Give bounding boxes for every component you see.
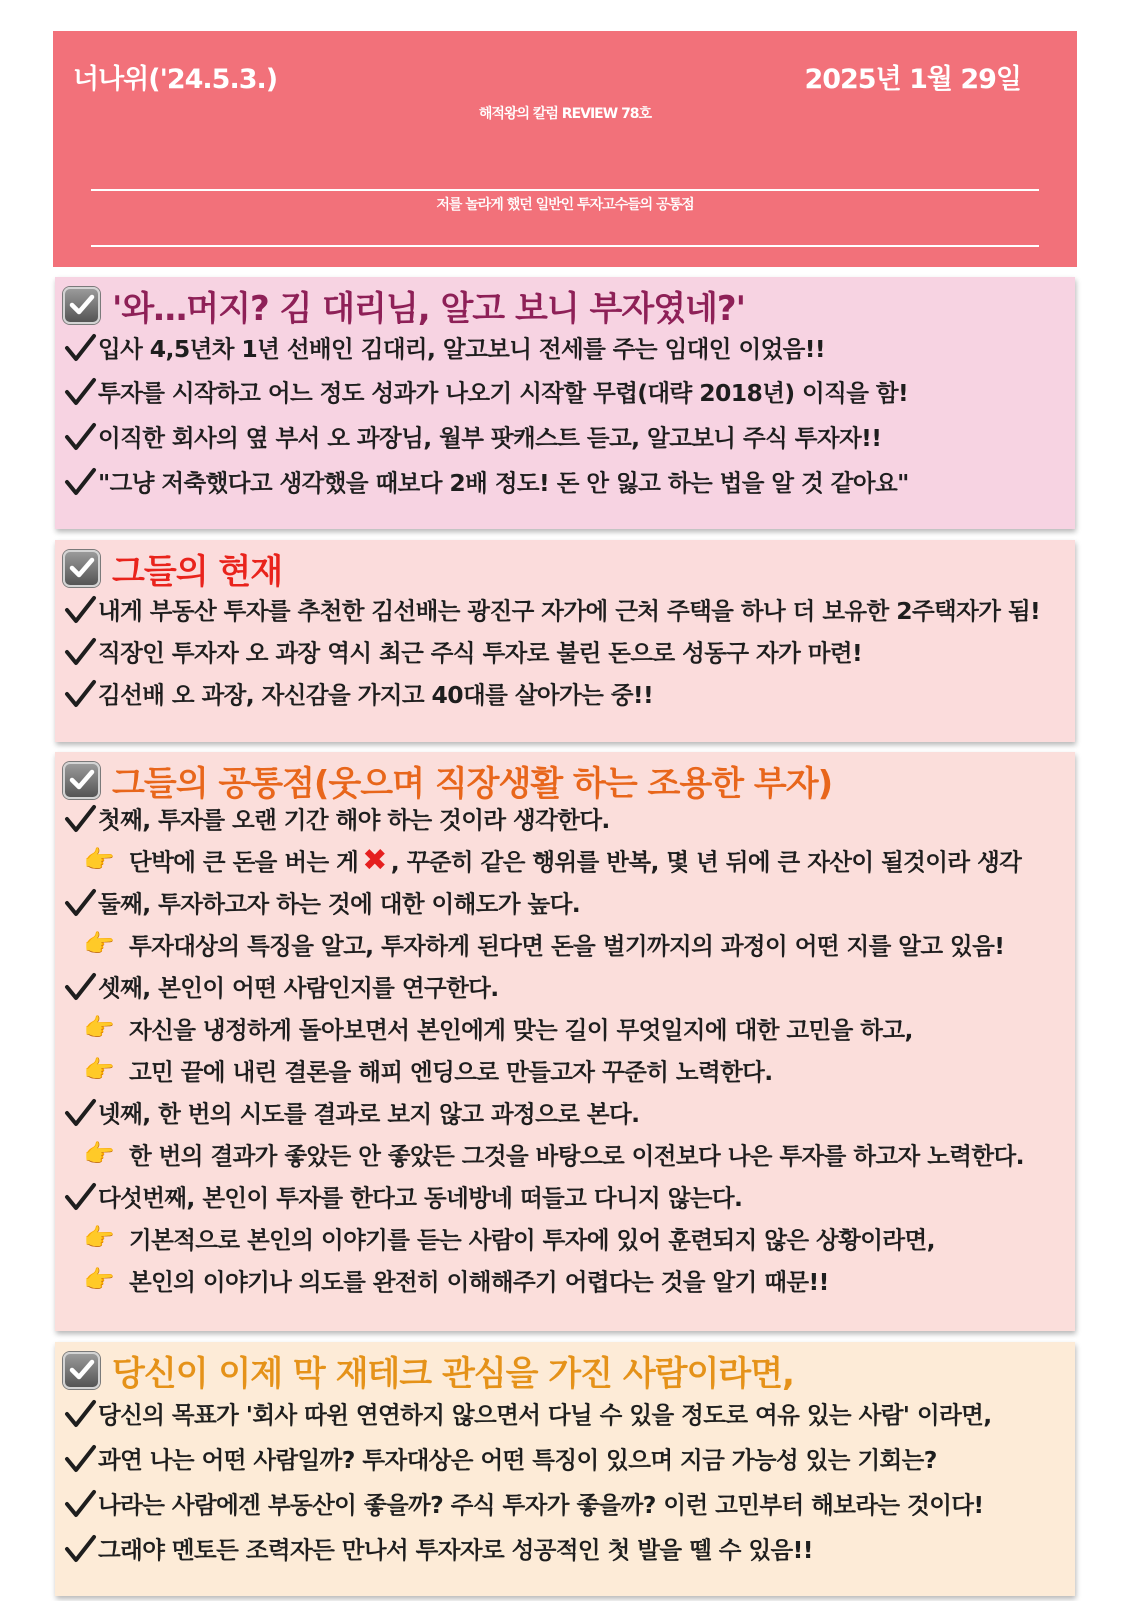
item-text: 둘째, 투자하고자 하는 것에 대한 이해도가 높다. xyxy=(98,890,581,918)
checked-box-icon xyxy=(63,550,100,587)
checked-box-icon xyxy=(63,287,100,324)
item-text: 첫째, 투자를 오랜 기간 해야 하는 것이라 생각한다. xyxy=(98,806,610,834)
check-mark-icon xyxy=(63,421,97,451)
author-label: 너나위('24.5.3.) xyxy=(73,64,278,95)
item-text: 이직한 회사의 옆 부서 오 과장님, 월부 팟캐스트 듣고, 알고보니 주식 투자자!! xyxy=(98,424,882,452)
section-1-title xyxy=(63,281,745,329)
header-divider-bottom xyxy=(91,245,1039,247)
list-item xyxy=(63,325,825,369)
check-mark-icon xyxy=(63,1488,97,1518)
list-item xyxy=(63,414,881,458)
item-text: 다섯번째, 본인이 투자를 한다고 동네방네 떠들고 다니지 않는다. xyxy=(98,1184,743,1212)
pointing-hand-icon: 👉 xyxy=(83,929,115,958)
sub-item-text: 한 번의 결과가 좋았든 안 좋았든 그것을 바탕으로 이전보다 나은 투자를 하고자 노력한다. xyxy=(129,1142,1024,1170)
check-mark-icon xyxy=(63,1443,97,1473)
item-text: 입사 4,5년차 1년 선배인 김대리, 알고보니 전세를 주는 임대인 이었음!! xyxy=(98,335,826,363)
list-item xyxy=(63,1526,813,1570)
item-text: 나라는 사람에겐 부동산이 좋을까? 주식 투자가 좋을까? 이런 고민부터 해보라는 것이다! xyxy=(98,1491,984,1519)
sub-item xyxy=(79,1258,829,1302)
check-mark-icon xyxy=(63,376,97,406)
list-item xyxy=(63,1391,992,1435)
checked-box-icon xyxy=(63,762,100,799)
sub-item xyxy=(79,1006,913,1050)
checked-box-icon xyxy=(63,1352,100,1389)
sub-item xyxy=(79,922,1004,966)
sub-item-text: , 꾸준히 같은 행위를 반복, 몇 년 뒤에 큰 자산이 될것이라 생각 xyxy=(390,848,1022,876)
check-mark-icon xyxy=(63,1181,97,1211)
check-mark-icon xyxy=(63,971,97,1001)
item-text: 그래야 멘토든 조력자든 만나서 투자자로 성공적인 첫 발을 뗄 수 있음!! xyxy=(98,1536,813,1564)
date-label: 2025년 1월 29일 xyxy=(804,64,1021,95)
sub-item xyxy=(79,1216,935,1260)
item-text: 셋째, 본인이 어떤 사람인지를 연구한다. xyxy=(98,974,499,1002)
list-item xyxy=(63,459,909,503)
pointing-hand-icon: 👉 xyxy=(83,1055,115,1084)
section-4-title-text: 당신이 이제 막 재테크 관심을 가진 사람이라면, xyxy=(112,1353,794,1394)
section-2-title-text: 그들의 현재 xyxy=(112,551,283,592)
header-divider-top xyxy=(91,189,1039,191)
item-text: 당신의 목표가 '회사 따윈 연연하지 않으면서 다닐 수 있을 정도로 여유 있는 사람' 이라면, xyxy=(98,1401,992,1429)
pointing-hand-icon: 👉 xyxy=(83,1265,115,1294)
item-text: 직장인 투자자 오 과장 역시 최근 주식 투자로 불린 돈으로 성동구 자가 마련! xyxy=(98,639,863,667)
section-3-card xyxy=(55,752,1075,1331)
sub-item xyxy=(79,1132,1024,1176)
item-text: 과연 나는 어떤 사람일까? 투자대상은 어떤 특징이 있으며 지금 가능성 있는 기회는? xyxy=(98,1446,937,1474)
sub-item-text: 투자대상의 특징을 알고, 투자하게 된다면 돈을 벌기까지의 과정이 어떤 지를 알고 있음! xyxy=(129,932,1005,960)
item-text: 내게 부동산 투자를 추천한 김선배는 광진구 자가에 근처 주택을 하나 더 보유한 2주택자가 됨! xyxy=(98,597,1041,625)
list-item xyxy=(63,1481,984,1525)
check-mark-icon xyxy=(63,887,97,917)
section-2-card xyxy=(55,540,1075,742)
check-mark-icon xyxy=(63,332,97,362)
check-mark-icon xyxy=(63,1398,97,1428)
list-item xyxy=(63,964,499,1008)
sub-item xyxy=(79,838,1021,882)
pointing-hand-icon: 👉 xyxy=(83,1013,115,1042)
list-item xyxy=(63,671,653,715)
item-text: 김선배 오 과장, 자신감을 가지고 40대를 살아가는 중!! xyxy=(98,681,654,709)
sub-item-text: 자신을 냉정하게 돌아보면서 본인에게 맞는 길이 무엇일지에 대한 고민을 하고, xyxy=(129,1016,913,1044)
check-mark-icon xyxy=(63,1533,97,1563)
check-mark-icon xyxy=(63,1097,97,1127)
page-subtitle: 저를 놀라게 했던 일반인 투자고수들의 공통점 xyxy=(436,197,694,213)
item-text: 넷째, 한 번의 시도를 결과로 보지 않고 과정으로 본다. xyxy=(98,1100,640,1128)
list-item xyxy=(63,587,1040,631)
item-text: 투자를 시작하고 어느 정도 성과가 나오기 시작할 무렵(대략 2018년) 이직을 함! xyxy=(98,379,909,407)
check-mark-icon xyxy=(63,803,97,833)
page-title: 해적왕의 칼럼 REVIEW 78호 xyxy=(478,106,652,122)
list-item xyxy=(63,1174,742,1218)
section-3-title-text: 그들의 공통점(웃으며 직장생활 하는 조용한 부자) xyxy=(112,763,833,804)
section-1-title-text: '와…머지? 김 대리님, 알고 보니 부자였네?' xyxy=(112,288,746,329)
list-item xyxy=(63,1436,937,1480)
item-text: "그냥 저축했다고 생각했을 때보다 2배 정도! 돈 안 잃고 하는 법을 알 것 같아요" xyxy=(98,469,909,497)
list-item xyxy=(63,796,610,840)
check-mark-icon xyxy=(63,678,97,708)
sub-item xyxy=(79,1048,773,1092)
pointing-hand-icon: 👉 xyxy=(83,845,115,874)
sub-item-text: 본인의 이야기나 의도를 완전히 이해해주기 어렵다는 것을 알기 때문!! xyxy=(129,1268,829,1296)
section-2-title xyxy=(63,544,282,592)
check-mark-icon xyxy=(63,594,97,624)
sub-item-text: 기본적으로 본인의 이야기를 듣는 사람이 투자에 있어 훈련되지 않은 상황이라면, xyxy=(129,1226,935,1254)
list-item xyxy=(63,629,862,673)
pointing-hand-icon: 👉 xyxy=(83,1223,115,1252)
list-item xyxy=(63,880,580,924)
sub-item-text: 단박에 큰 돈을 버는 게 xyxy=(129,848,359,876)
check-mark-icon xyxy=(63,466,97,496)
section-4-card xyxy=(55,1342,1075,1596)
list-item xyxy=(63,369,908,413)
section-1-card xyxy=(55,277,1075,529)
check-mark-icon xyxy=(63,636,97,666)
sub-item-text: 고민 끝에 내린 결론을 해피 엔딩으로 만들고자 꾸준히 노력한다. xyxy=(129,1058,773,1086)
cross-mark-icon: ✖ xyxy=(362,842,387,878)
header-banner xyxy=(53,31,1077,267)
section-4-title xyxy=(63,1346,794,1394)
pointing-hand-icon: 👉 xyxy=(83,1139,115,1168)
list-item xyxy=(63,1090,639,1134)
